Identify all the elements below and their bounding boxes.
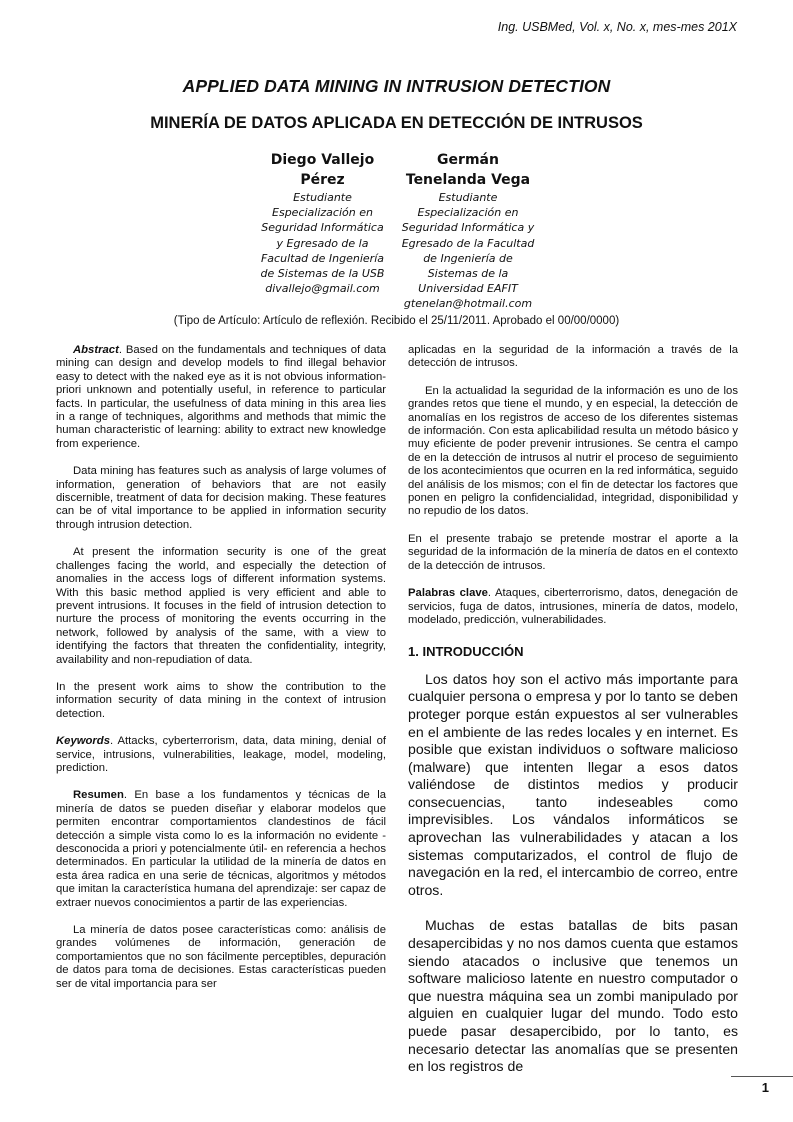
article-info: (Tipo de Artículo: Artículo de reflexión. Recibido el 25/11/2011. Aprobado el 00/00/0000) xyxy=(173,315,620,327)
author-email: divallejo@gmail.com xyxy=(265,282,380,296)
author-affiliation: Seguridad Informática y xyxy=(401,221,535,235)
intro-paragraph-1: Los datos hoy son el activo más importante para cualquier persona o empresa y por lo tanto se deben proteger porque están expuestos al ser vulnerables en el ambiente de las redes locales y en internet. Es posible que existan individuos o software malicioso (malware) que intenten llegar a esos datos valiéndose de distintos medios y producir consecuencias, tanto indeseables como imprevisibles. Los vándalos informáticos se aprovechan las vulnerabilidades y atacan a los sistemas computarizados, el control de flujo de navegación en la red, el intercambio de correo, entre otros. xyxy=(408,670,738,898)
abstract-label: Abstract xyxy=(73,344,119,356)
author-email: gtenelan@hotmail.com xyxy=(403,297,533,311)
keywords-label: Keywords xyxy=(56,735,110,748)
section-heading-introduccion: 1. INTRODUCCIÓN xyxy=(408,644,524,660)
author-affiliation: de Ingeniería de xyxy=(423,251,513,265)
abstract-paragraph-3: At present the information security is one of the great challenges facing the world, and especially the detection of anomalies in the access logs of different information systems. With this basic method applied is very efficient and able to prevent intrusions. It focuses in the field of intrusion detection to nurture the process of monitoring the events occurring in the network, followed by analysis of the same, with a view to identifying the factors that threaten the confidentiality, integrity, availability and non-repudiation of data. xyxy=(56,546,386,666)
palabras-clave-paragraph xyxy=(408,587,738,627)
resumen-paragraph xyxy=(56,789,386,910)
author-affiliation: Sistemas de la xyxy=(427,267,509,281)
author-affiliation: Facultad de Ingeniería xyxy=(260,251,384,265)
abstract-text: . Based on the fundamentals and techniques of data mining can design and develop models to find illegal behavior easy to detect with the naked eye as it is not obvious information-priori unknown and potentially useful, in reference to particular facts. In particular, the usefulness of data mining in this area lies in a range of techniques, algorithms and methods that mimic the human characteristic of learning: ability to extract new knowledge from experience. xyxy=(56,344,386,450)
resumen-paragraph-2-continued: aplicadas en la seguridad de la información a través de la detección de intrusos. xyxy=(408,344,738,370)
author-affiliation: de Sistemas de la USB xyxy=(260,267,385,281)
author-name-line: Pérez xyxy=(300,172,345,188)
author-affiliation: Especialización en xyxy=(272,206,373,220)
resumen-paragraph-2: La minería de datos posee características como: análisis de grandes volúmenes de información, generación de comportamientos que no son fácilmente perceptibles, depuración de datos para toma de decisiones. Estas características pueden ser de vital importancia para ser xyxy=(56,924,386,990)
author-affiliation: Especialización en xyxy=(417,206,519,220)
author-name-line: Diego Vallejo xyxy=(270,152,375,168)
author-affiliation: Seguridad Informática xyxy=(261,221,384,235)
page-number: 1 xyxy=(761,1080,769,1095)
keywords-text: . Attacks, cyberterrorism, data, data mining, denial of service, intrusions, vulnerabilities, leakage, model, modeling, prediction. xyxy=(56,735,386,774)
title-english: APPLIED DATA MINING IN INTRUSION DETECTION xyxy=(182,76,611,96)
resumen-label: Resumen xyxy=(73,789,124,802)
author-affiliation: Estudiante xyxy=(438,191,498,204)
title-spanish: MINERÍA DE DATOS APLICADA EN DETECCIÓN DE INTRUSOS xyxy=(150,114,643,132)
journal-header: Ing. USBMed, Vol. x, No. x, mes-mes 201X xyxy=(497,20,737,34)
author-name-line: Tenelanda Vega xyxy=(405,172,531,188)
footer-rule xyxy=(731,1076,793,1077)
author-1 xyxy=(255,150,390,296)
palabras-clave-text: . Ataques, ciberterrorismo, datos, denegación de servicios, fuga de datos, intrusiones, minería de datos, modelo, modelado, predicción, vulnerabilidades. xyxy=(408,587,738,626)
abstract-paragraph-2: Data mining has features such as analysis of large volumes of information, generation of behaviors that are not easily discernible, treatment of data for decision making. These features can be of vital importance to be applied in information security through intrusion detection. xyxy=(56,465,386,531)
author-name-line: Germán xyxy=(437,152,499,168)
author-affiliation: Egresado de la Facultad xyxy=(401,236,535,250)
palabras-clave-label: Palabras clave xyxy=(408,587,488,600)
resumen-paragraph-4: En el presente trabajo se pretende mostrar el aporte a la seguridad de la información de la minería de datos en el contexto de la detección de intrusos. xyxy=(408,532,738,572)
author-2 xyxy=(398,150,538,312)
resumen-paragraph-3: En la actualidad la seguridad de la información es uno de los grandes retos que tiene el mundo, y en especial, la detección de anomalías en los registros de acceso de los diferentes sistemas de información. Con esta aplicabilidad resulta un método básico y muy eficiente de poder prevenir intrusiones. Se centra el campo de en la detección de intrusos al nutrir el proceso de seguimiento de los acontecimientos que ocurren en la red informática, seguido del análisis de los mismos; con el fin de detectar los factores que ponen en peligro la confidencialidad, integridad, disponibilidad y no repudio de los datos. xyxy=(408,384,738,518)
right-column xyxy=(408,344,738,1094)
author-affiliation: Estudiante xyxy=(293,191,352,204)
abstract-paragraph xyxy=(56,344,386,451)
abstract-paragraph-4: In the present work aims to show the contribution to the information security of data mining in the context of intrusion detection. xyxy=(56,680,386,720)
author-affiliation: Universidad EAFIT xyxy=(418,282,518,296)
keywords-paragraph xyxy=(56,735,386,775)
author-affiliation: y Egresado de la xyxy=(276,236,369,250)
intro-paragraph-2: Muchas de estas batallas de bits pasan desapercibidas y no nos damos cuenta que estamos siendo atacados o inclusive que tenemos un software malicioso latente en nuestro computador o que nuestra máquina sea un zombi manipulado por alguien en cualquier lugar del mundo. Todo esto puede pasar desapercibido, por lo tanto, es necesario detectar las anomalías que se presenten en los registros de xyxy=(408,917,738,1075)
left-column xyxy=(56,344,386,1005)
resumen-text: . En base a los fundamentos y técnicas de la minería de datos se pueden diseñar y elaborar modelos que permiten encontrar comportamientos clandestinos de fácil detección a simple vista como lo es la información no evidente -desconocida a priori y potencialmente útil- en referencia a hechos determinados. En particular la utilidad de la minería de datos en esta área radica en una serie de técnicas, algoritmos y métodos que imitan la característica humana del aprendizaje: ser capaz de extraer nuevos conocimientos a partir de las experiencias. xyxy=(56,789,386,909)
